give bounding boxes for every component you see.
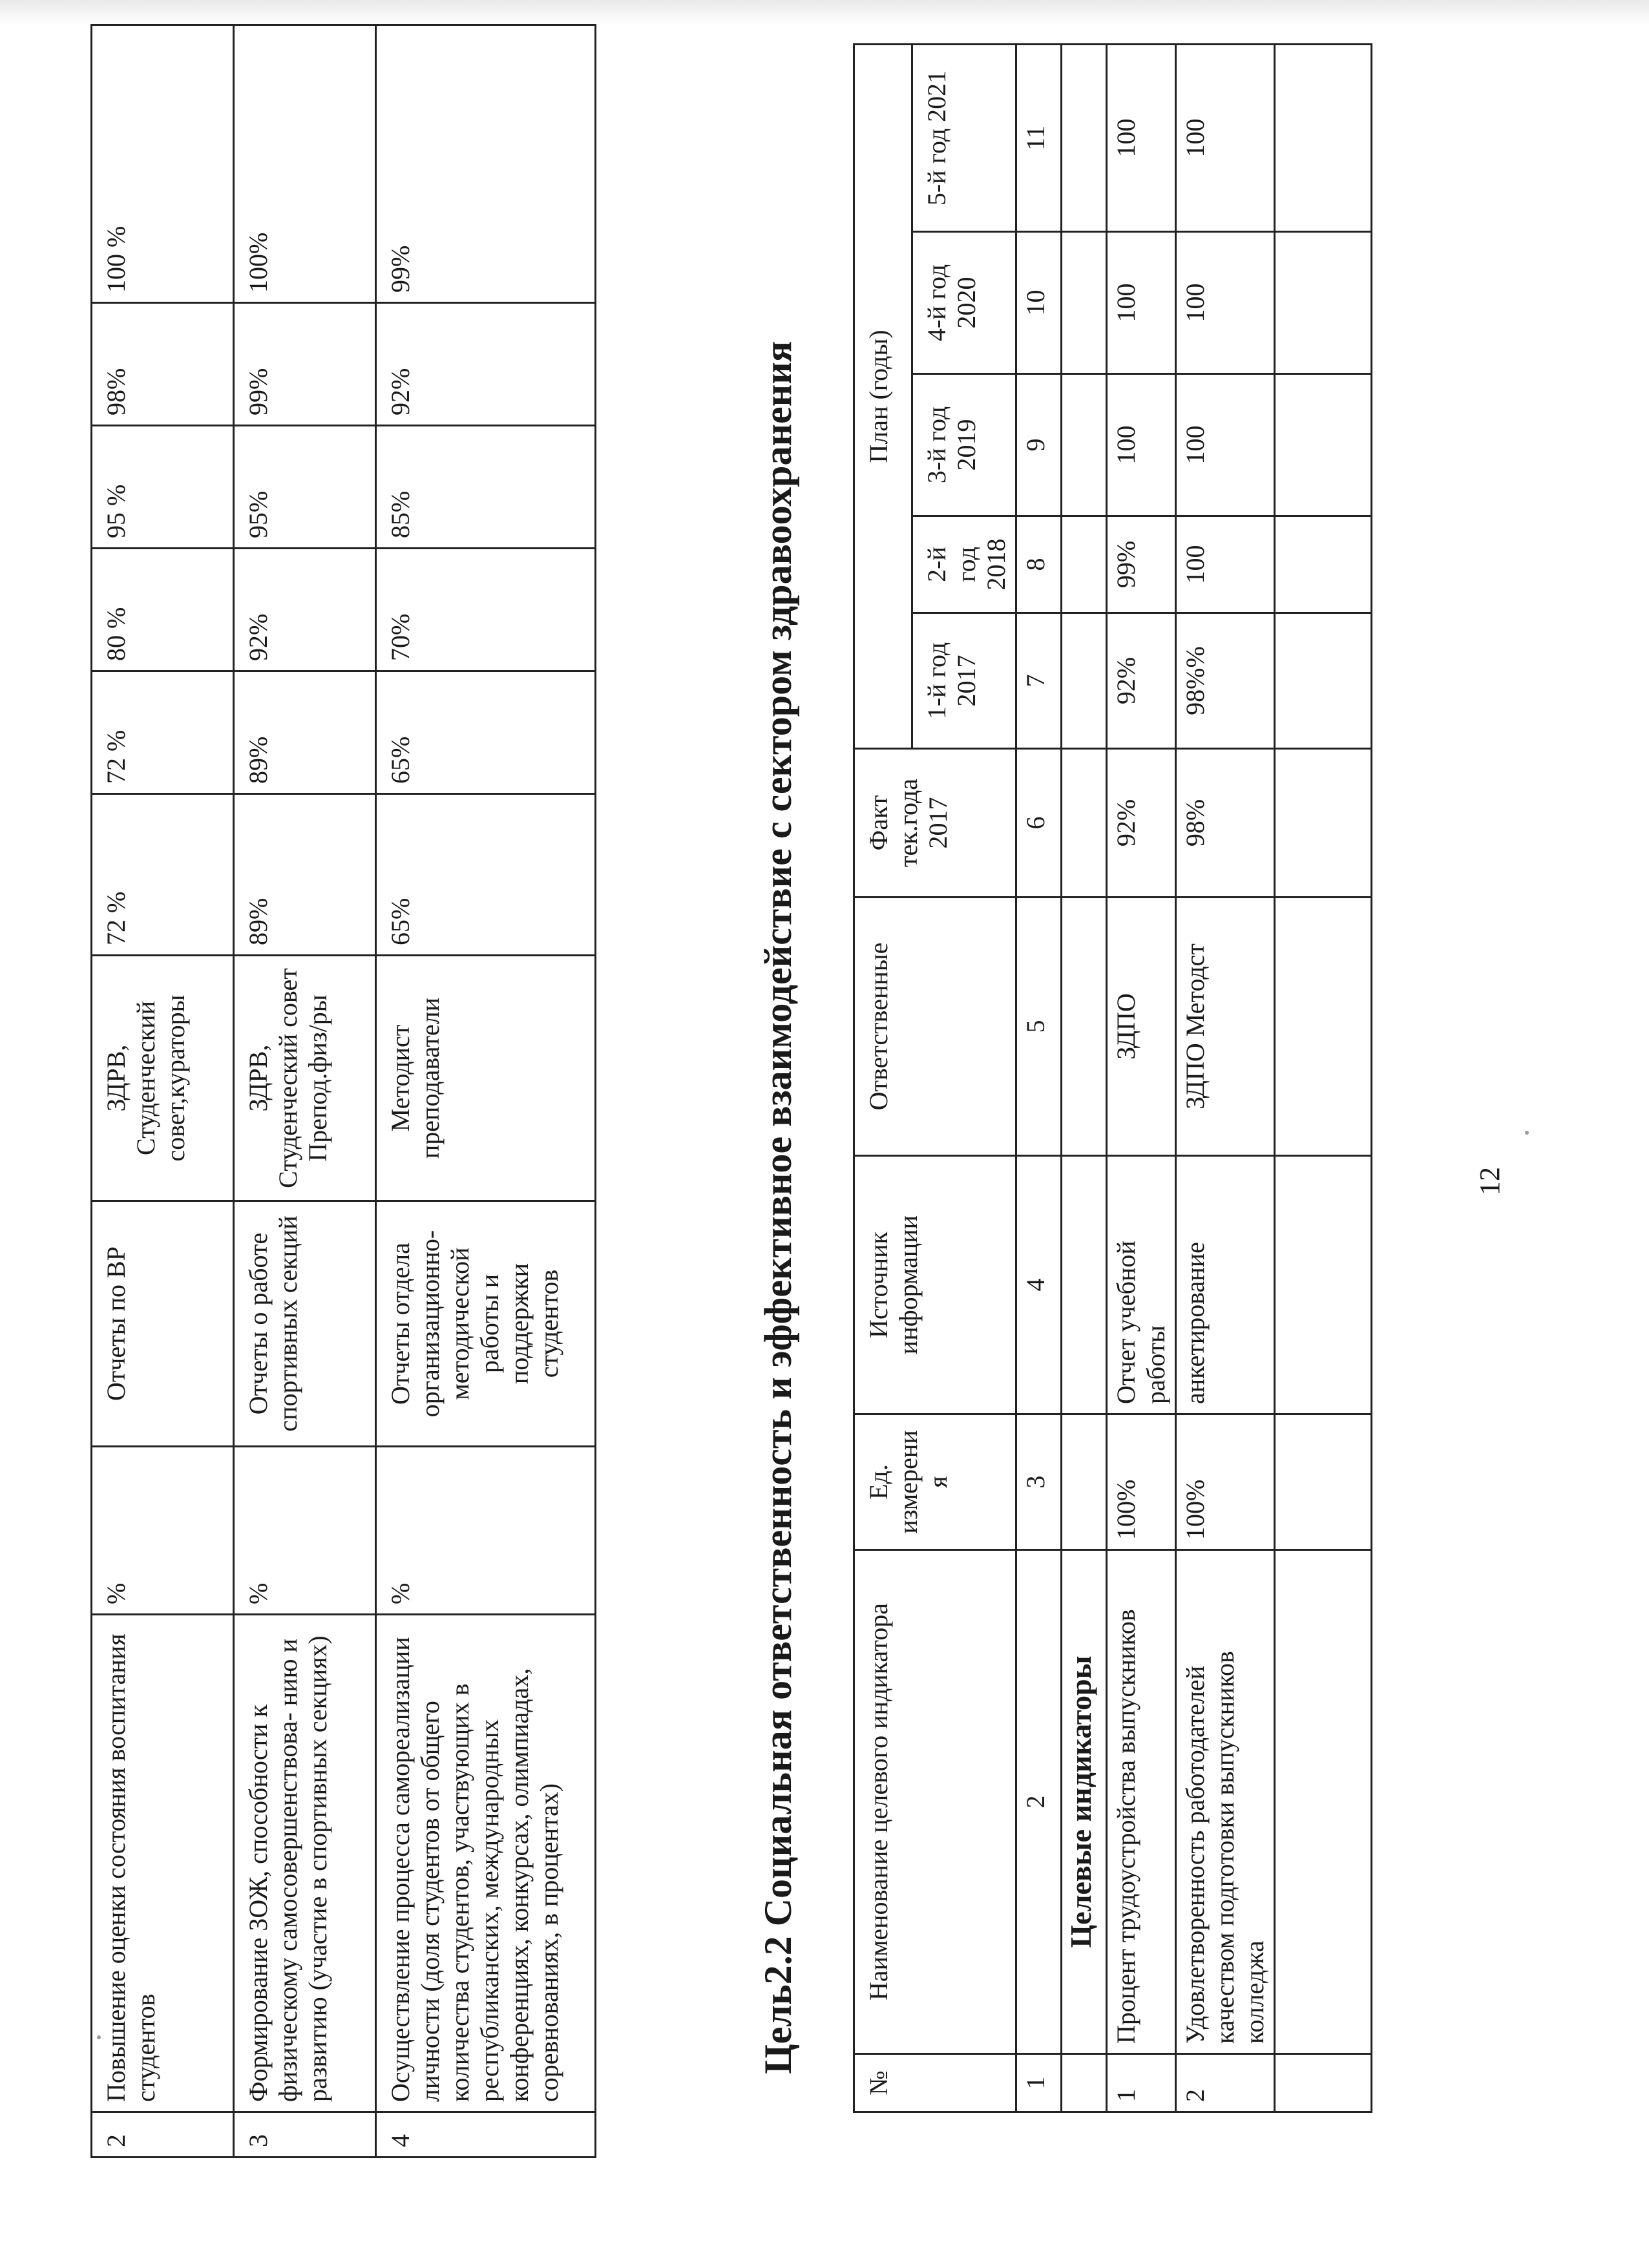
year5-cell: 100 % xyxy=(92,25,234,303)
unit-cell: % xyxy=(376,1447,596,1615)
column-index: 6 xyxy=(1016,749,1062,898)
fact-cell: 98% xyxy=(1176,749,1275,898)
fact-cell: 65% xyxy=(376,794,596,956)
source-cell: Отчеты отдела организационно-методической работы и поддержки студентов xyxy=(376,1201,596,1447)
source-cell: анкетирование xyxy=(1176,1156,1275,1414)
header-fact: Факт тек.года 2017 xyxy=(854,749,1016,898)
column-index: 3 xyxy=(1016,1414,1062,1550)
row-number: 2 xyxy=(92,2112,234,2158)
empty-cell xyxy=(1275,749,1372,898)
source-cell: Отчет учебной работы xyxy=(1107,1156,1176,1414)
group-spacer xyxy=(1062,898,1107,1156)
indicators-table-continued xyxy=(90,24,596,2158)
empty-row xyxy=(1275,44,1372,2112)
header-year5: 5-й год 2021 xyxy=(912,44,1016,231)
header-unit: Ед. измерени я xyxy=(854,1414,1016,1550)
indicator-name: Процент трудоустройства выпускников xyxy=(1107,1550,1176,2054)
empty-cell xyxy=(1275,2054,1372,2112)
indicator-name: Удовлетворенность работодателей качеством подготовки выпускников колледжа xyxy=(1176,1550,1275,2054)
responsible-cell: ЗДПО xyxy=(1107,898,1176,1156)
source-cell: Отчеты о работе спортивных секций xyxy=(234,1201,376,1447)
year1-cell: 65% xyxy=(376,671,596,794)
group-spacer xyxy=(1062,1414,1107,1550)
header-name: Наименование целевого индикатора xyxy=(854,1550,1016,2054)
empty-cell xyxy=(1275,1156,1372,1414)
fact-cell: 92% xyxy=(1107,749,1176,898)
header-responsible: Ответственные xyxy=(854,898,1016,1156)
header-year4: 4-й год 2020 xyxy=(912,232,1016,374)
group-spacer xyxy=(1062,516,1107,613)
indicator-name: Повышение оценки состояния воспитания студентов xyxy=(92,1615,234,2112)
page-number: 12 xyxy=(1474,1167,1506,1195)
section-title: Цель2.2 Социальная ответственность и эффективное взаимодействие с сектором здравоохранения xyxy=(757,341,799,2074)
source-cell: Отчеты по ВР xyxy=(92,1201,234,1447)
empty-cell xyxy=(1275,516,1372,613)
responsible-cell: ЗДПО Методст xyxy=(1176,898,1275,1156)
group-spacer xyxy=(1062,232,1107,374)
year4-cell: 99% xyxy=(234,303,376,426)
year1-cell: 92% xyxy=(1107,613,1176,749)
empty-cell xyxy=(1275,1414,1372,1550)
responsible-cell: Методист преподаватели xyxy=(376,956,596,1201)
column-index: 8 xyxy=(1016,516,1062,613)
header-plan: План (годы) xyxy=(854,44,912,748)
unit-cell: % xyxy=(234,1447,376,1615)
row-number: 3 xyxy=(234,2112,376,2158)
year4-cell: 100 xyxy=(1107,232,1176,374)
table-row xyxy=(92,25,234,2158)
year4-cell: 100 xyxy=(1176,232,1275,374)
year4-cell: 98% xyxy=(92,303,234,426)
column-index: 7 xyxy=(1016,613,1062,749)
header-source: Источник информации xyxy=(854,1156,1016,1414)
table-row xyxy=(1107,44,1176,2112)
year2-cell: 100 xyxy=(1176,516,1275,613)
row-number: 1 xyxy=(1107,2054,1176,2112)
year1-cell: 89% xyxy=(234,671,376,794)
unit-cell: % xyxy=(92,1447,234,1615)
indicator-name: Формирование ЗОЖ, способности к физическому самосовершенствова- нию и развитию (участие в спортивных секциях) xyxy=(234,1615,376,2112)
empty-cell xyxy=(1275,44,1372,231)
group-label: Целевые индикаторы xyxy=(1062,1550,1107,2054)
column-index-row xyxy=(1016,44,1062,2112)
indicator-name: Осуществление процесса самореализации личности (доля студентов от общего количества студентов, участвующих в республиканских, международных конференциях, конкурсах, олимпиадах, соревнованиях, в процентах) xyxy=(376,1615,596,2112)
empty-cell xyxy=(1275,613,1372,749)
column-index: 5 xyxy=(1016,898,1062,1156)
header-year3: 3-й год 2019 xyxy=(912,374,1016,516)
year2-cell: 80 % xyxy=(92,549,234,671)
year5-cell: 99% xyxy=(376,25,596,303)
year1-cell: 72 % xyxy=(92,671,234,794)
table-row xyxy=(376,25,596,2158)
empty-cell xyxy=(1275,898,1372,1156)
year2-cell: 99% xyxy=(1107,516,1176,613)
year3-cell: 95% xyxy=(234,426,376,549)
header-row xyxy=(854,44,912,2112)
fact-cell: 72 % xyxy=(92,794,234,956)
empty-cell xyxy=(1275,374,1372,516)
year3-cell: 85% xyxy=(376,426,596,549)
responsible-cell: ЗДРВ, Студенческий совет Препод.физ/ры xyxy=(234,956,376,1201)
year3-cell: 95 % xyxy=(92,426,234,549)
empty-cell xyxy=(1275,232,1372,374)
column-index: 11 xyxy=(1016,44,1062,231)
year4-cell: 92% xyxy=(376,303,596,426)
header-year2: 2-й год 2018 xyxy=(912,516,1016,613)
row-number: 2 xyxy=(1176,2054,1275,2112)
column-index: 4 xyxy=(1016,1156,1062,1414)
group-spacer xyxy=(1062,613,1107,749)
column-index: 10 xyxy=(1016,232,1062,374)
unit-cell: 100% xyxy=(1176,1414,1275,1550)
table-row xyxy=(234,25,376,2158)
row-number: 4 xyxy=(376,2112,596,2158)
column-index: 1 xyxy=(1016,2054,1062,2112)
group-spacer xyxy=(1062,749,1107,898)
header-num: № xyxy=(854,2054,1016,2112)
year1-cell: 98%% xyxy=(1176,613,1275,749)
header-year1: 1-й год 2017 xyxy=(912,613,1016,749)
group-spacer xyxy=(1062,374,1107,516)
year5-cell: 100 xyxy=(1176,44,1275,231)
responsible-cell: ЗДРВ, Студенческий совет,кураторы xyxy=(92,956,234,1201)
group-row xyxy=(1062,44,1107,2112)
group-spacer xyxy=(1062,44,1107,231)
year3-cell: 100 xyxy=(1107,374,1176,516)
group-spacer xyxy=(1062,2054,1107,2112)
year5-cell: 100% xyxy=(234,25,376,303)
year3-cell: 100 xyxy=(1176,374,1275,516)
column-index: 2 xyxy=(1016,1550,1062,2054)
group-spacer xyxy=(1062,1156,1107,1414)
unit-cell: 100% xyxy=(1107,1414,1176,1550)
table-row xyxy=(1176,44,1275,2112)
fact-cell: 89% xyxy=(234,794,376,956)
year5-cell: 100 xyxy=(1107,44,1176,231)
year2-cell: 92% xyxy=(234,549,376,671)
empty-cell xyxy=(1275,1550,1372,2054)
column-index: 9 xyxy=(1016,374,1062,516)
target-indicators-table xyxy=(853,43,1372,2113)
year2-cell: 70% xyxy=(376,549,596,671)
